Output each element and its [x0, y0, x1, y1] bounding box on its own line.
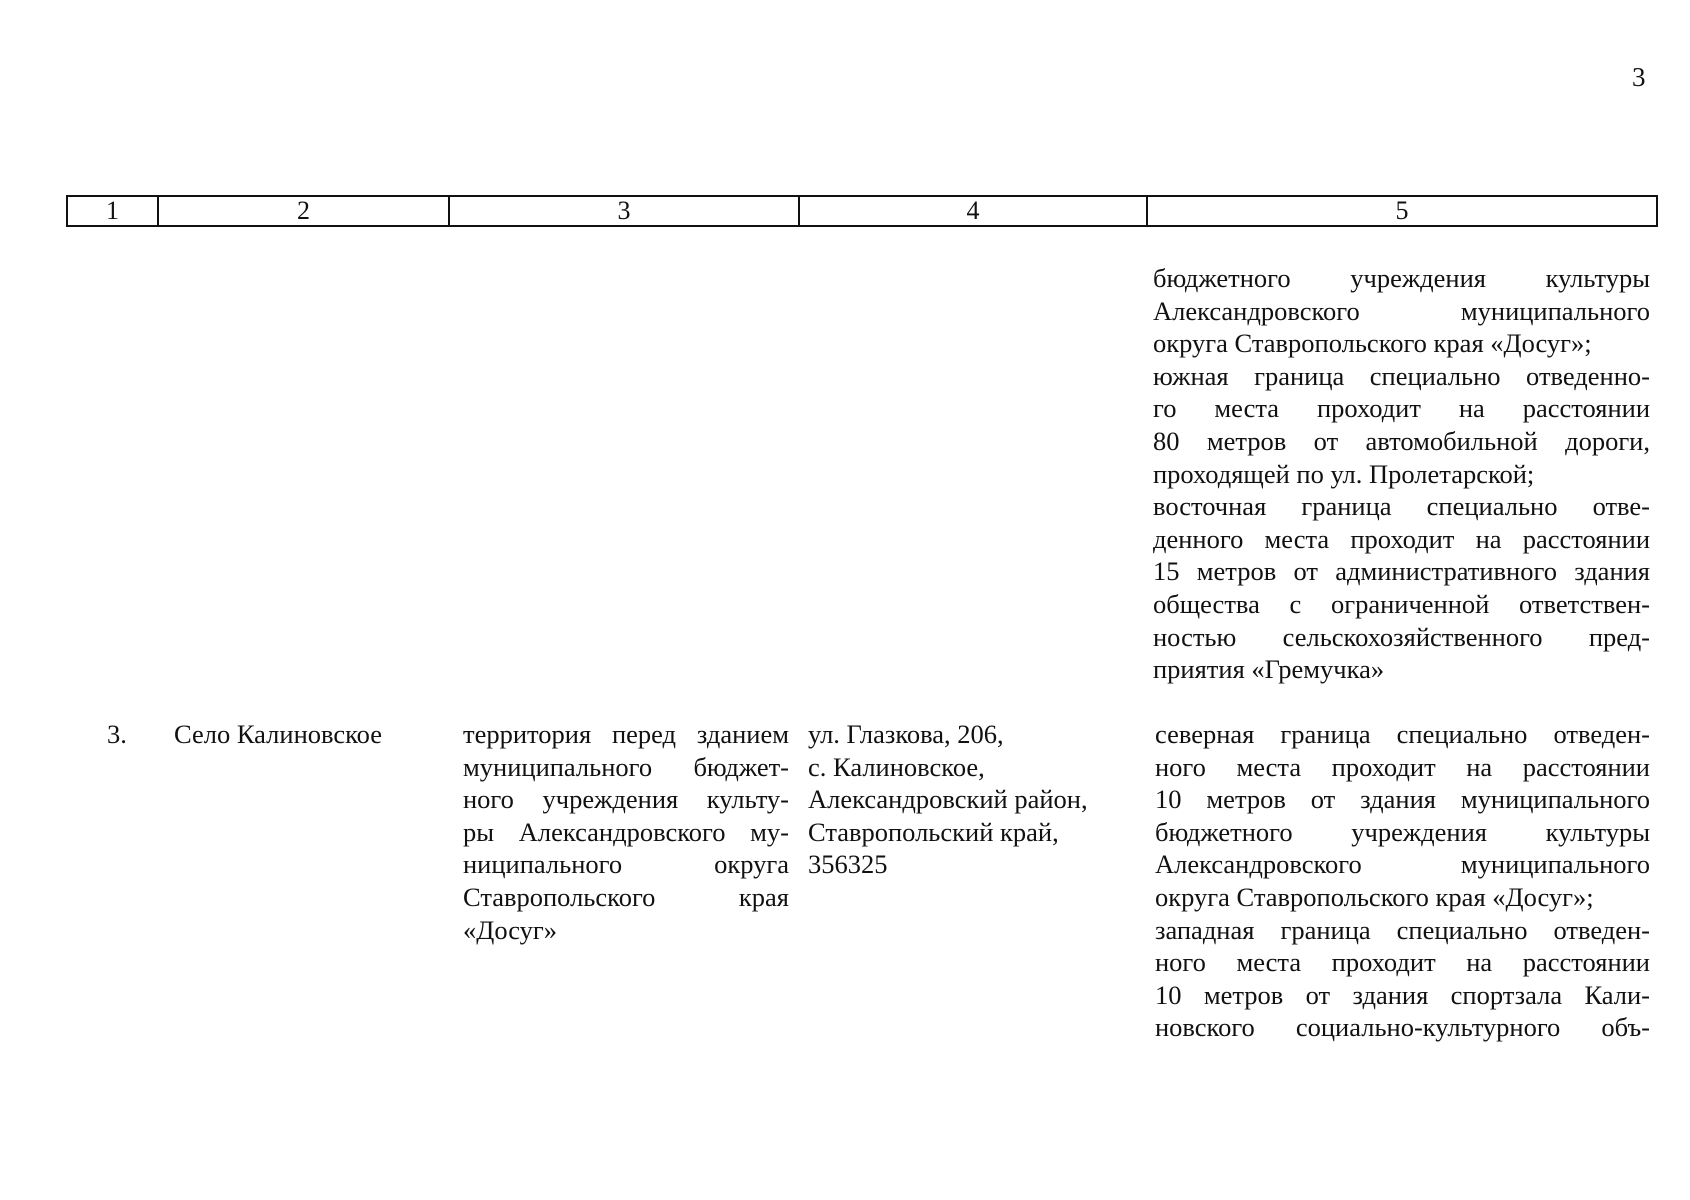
boundary-description-line: 10 метров от здания спортзала Кали-: [1155, 979, 1650, 1010]
row-3-settlement-name: Село Калиновское: [174, 719, 383, 749]
column-number-4: 4: [799, 196, 1147, 226]
place-description-line: Ставропольского края: [463, 881, 789, 912]
place-description-line: ниципального округа: [463, 849, 789, 880]
address-line: с. Калиновское,: [808, 751, 985, 782]
row-3-number: 3.: [107, 719, 127, 749]
table-header-row: [67, 196, 1657, 226]
continued-description-line: округа Ставропольского края «Досуг»;: [1153, 328, 1592, 359]
continued-description-line: южная граница специально отведенно-: [1153, 360, 1650, 391]
boundary-description-line: бюджетного учреждения культуры: [1155, 816, 1650, 847]
boundary-description-line: ного места проходит на расстоянии: [1155, 947, 1650, 978]
column-number-2: 2: [158, 196, 449, 226]
continued-description-line: 15 метров от административного здания: [1153, 556, 1650, 587]
column-number-5: 5: [1147, 196, 1657, 226]
boundary-description-line: 10 метров от здания муниципального: [1155, 784, 1650, 815]
place-description-line: муниципального бюджет-: [463, 751, 789, 782]
column-number-3: 3: [449, 196, 799, 226]
boundary-description-line: западная граница специально отведен-: [1155, 914, 1650, 945]
continued-description-line: бюджетного учреждения культуры: [1153, 263, 1650, 293]
continued-description-line: го места проходит на расстоянии: [1153, 393, 1650, 424]
continued-description-line: Александровского муниципального: [1153, 295, 1650, 326]
continued-description-line: ностью сельскохозяйственного пред-: [1153, 621, 1650, 652]
boundary-description-line: северная граница специально отведен-: [1155, 719, 1650, 749]
boundary-description-line: ного места проходит на расстоянии: [1155, 751, 1650, 782]
continued-description-line: приятия «Гремучка»: [1153, 654, 1385, 685]
table-header: [66, 195, 1658, 227]
address-line: ул. Глазкова, 206,: [808, 719, 1004, 749]
place-description-line: ного учреждения культу-: [463, 784, 789, 815]
continued-row-boundary-description: [1153, 262, 1650, 686]
row-3-boundary-description: [1155, 718, 1650, 1044]
continued-description-line: денного места проходит на расстоянии: [1153, 523, 1650, 554]
row-3-place-description: [463, 718, 789, 946]
address-line: Ставропольский край,: [808, 816, 1059, 847]
place-description-line: «Досуг»: [463, 914, 558, 945]
column-number-1: 1: [67, 196, 158, 226]
continued-description-line: проходящей по ул. Пролетарской;: [1153, 458, 1535, 489]
continued-description-line: 80 метров от автомобильной дороги,: [1153, 425, 1650, 456]
continued-description-line: восточная граница специально отве-: [1153, 491, 1650, 522]
row-3-address: [808, 718, 1118, 881]
boundary-description-line: новского социально-культурного объ-: [1155, 1012, 1650, 1043]
place-description-line: территория перед зданием: [463, 719, 789, 749]
page-number: 3: [1632, 62, 1646, 92]
boundary-description-line: округа Ставропольского края «Досуг»;: [1155, 881, 1594, 912]
place-description-line: ры Александровского му-: [463, 816, 789, 847]
address-line: 356325: [808, 849, 888, 880]
address-line: Александровский район,: [808, 784, 1088, 815]
continued-description-line: общества с ограниченной ответствен-: [1153, 588, 1650, 619]
boundary-description-line: Александровского муниципального: [1155, 849, 1650, 880]
